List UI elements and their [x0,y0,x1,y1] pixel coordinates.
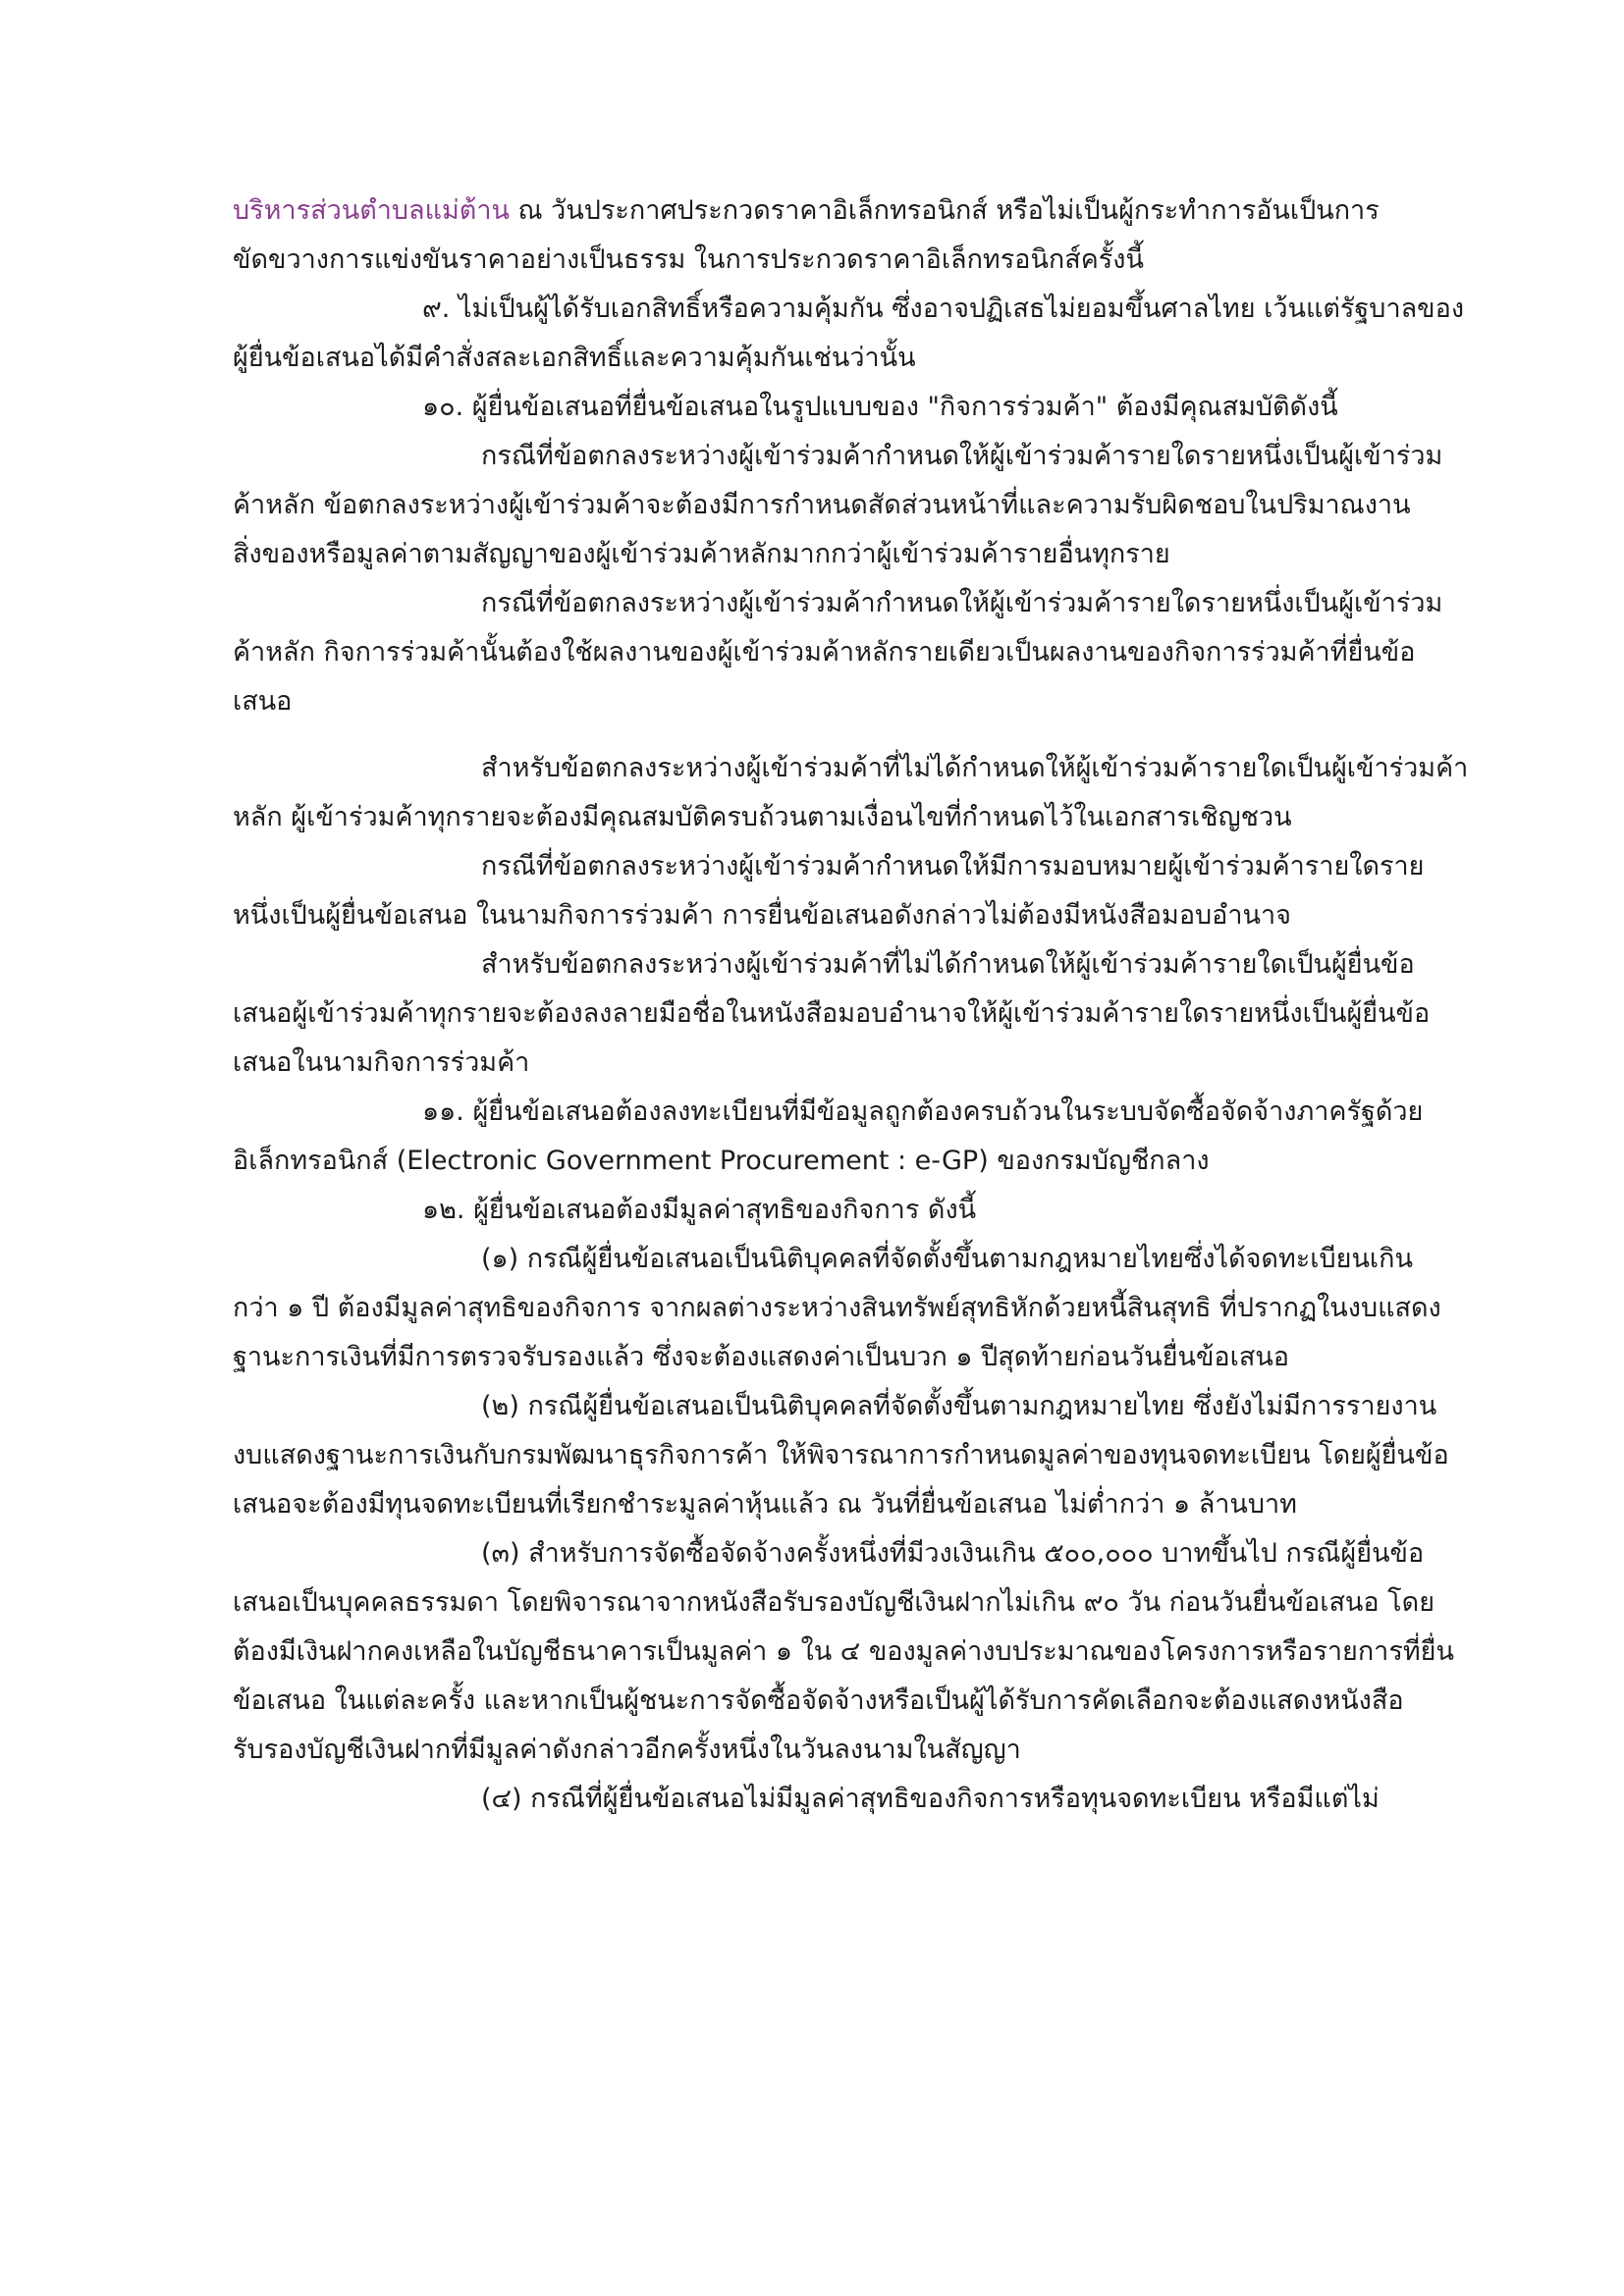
clause-11-heading: ๑๑. ผู้ยื่นข้อเสนอต้องลงทะเบียนที่มีข้อมูลถูกต้องครบถ้วนในระบบจัดซื้อจัดจ้างภาครัฐด้วย [422,1096,1424,1127]
text-line: รับรองบัญชีเงินฝากที่มีมูลค่าดังกล่าวอีกครั้งหนึ่งในวันลงนามในสัญญา [233,1735,1021,1765]
text-line: ต้องมีเงินฝากคงเหลือในบัญชีธนาคารเป็นมูลค่า ๑ ใน ๔ ของมูลค่างบประมาณของโครงการหรือรายการที่ยื่น [233,1636,1454,1667]
text-line: เสนอ [233,686,293,717]
subclause-3: (๓) สำหรับการจัดซื้อจัดจ้างครั้งหนึ่งที่มีวงเงินเกิน ๕๐๐,๐๐๐ บาทขึ้นไป กรณีผู้ยื่นข้อ [481,1538,1425,1569]
text-line: เสนอจะต้องมีทุนจดทะเบียนที่เรียกชำระมูลค่าหุ้นแล้ว ณ วันที่ยื่นข้อเสนอ ไม่ต่ำกว่า ๑ ล้านบาท [233,1489,1297,1520]
text-line: อิเล็กทรอนิกส์ (Electronic Government Procurement : e-GP) ของกรมบัญชีกลาง [233,1146,1210,1176]
text-line: เสนอผู้เข้าร่วมค้าทุกรายจะต้องลงลายมือชื่อในหนังสือมอบอำนาจให้ผู้เข้าร่วมค้ารายใดรายหนึ่งเป็นผู้ยื่นข้อ [233,998,1431,1029]
text-line: หลัก ผู้เข้าร่วมค้าทุกรายจะต้องมีคุณสมบัติครบถ้วนตามเงื่อนไขที่กำหนดไว้ในเอกสารเชิญชวน [233,802,1292,832]
text-line [233,187,1480,236]
text-line: ค้าหลัก กิจการร่วมค้านั้นต้องใช้ผลงานของผู้เข้าร่วมค้าหลักรายเดียวเป็นผลงานของกิจการร่วมค้าที่ยื่นข้อ [233,637,1416,667]
paragraph-start: สำหรับข้อตกลงระหว่างผู้เข้าร่วมค้าที่ไม่ได้กำหนดให้ผู้เข้าร่วมค้ารายใดเป็นผู้เข้าร่วมค้า [481,753,1469,783]
paragraph-start: สำหรับข้อตกลงระหว่างผู้เข้าร่วมค้าที่ไม่ได้กำหนดให้ผู้เข้าร่วมค้ารายใดเป็นผู้ยื่นข้อ [481,949,1415,980]
clause-12-heading: ๑๒. ผู้ยื่นข้อเสนอต้องมีมูลค่าสุทธิของกิจการ ดังนี้ [422,1195,977,1225]
text-line: เสนอในนามกิจการร่วมค้า [233,1047,530,1078]
subclause-4: (๔) กรณีที่ผู้ยื่นข้อเสนอไม่มีมูลค่าสุทธิของกิจการหรือทุนจดทะเบียน หรือมีแต่ไม่ [481,1784,1380,1814]
subclause-1: (๑) กรณีผู้ยื่นข้อเสนอเป็นนิติบุคคลที่จัดตั้งขึ้นตามกฎหมายไทยซึ่งได้จดทะเบียนเกิน [481,1244,1413,1274]
paragraph-start: กรณีที่ข้อตกลงระหว่างผู้เข้าร่วมค้ากำหนดให้ผู้เข้าร่วมค้ารายใดรายหนึ่งเป็นผู้เข้าร่วม [481,588,1443,618]
paragraph-gap [233,726,1480,744]
clause-9-heading: ๙. ไม่เป็นผู้ได้รับเอกสิทธิ์หรือความคุ้มกัน ซึ่งอาจปฏิเสธไม่ยอมขึ้นศาลไทย เว้นแต่รัฐบาลของ [422,294,1465,324]
subclause-2: (๒) กรณีผู้ยื่นข้อเสนอเป็นนิติบุคคลที่จัดตั้งขึ้นตามกฎหมายไทย ซึ่งยังไม่มีการรายงาน [481,1391,1437,1421]
text-line: สิ่งของหรือมูลค่าตามสัญญาของผู้เข้าร่วมค้าหลักมากกว่าผู้เข้าร่วมค้ารายอื่นทุกราย [233,539,1170,569]
text-line: ฐานะการเงินที่มีการตรวจรับรองแล้ว ซึ่งจะต้องแสดงค่าเป็นบวก ๑ ปีสุดท้ายก่อนวันยื่นข้อเสนอ [233,1342,1290,1372]
text-line: กว่า ๑ ปี ต้องมีมูลค่าสุทธิของกิจการ จากผลต่างระหว่างสินทรัพย์สุทธิหักด้วยหนี้สินสุทธิ ที่ปรากฏในงบแสดง [233,1293,1441,1323]
clause-10-heading: ๑๐. ผู้ยื่นข้อเสนอที่ยื่นข้อเสนอในรูปแบบของ "กิจการร่วมค้า" ต้องมีคุณสมบัติดังนี้ [422,392,1338,422]
paragraph-start: กรณีที่ข้อตกลงระหว่างผู้เข้าร่วมค้ากำหนดให้มีการมอบหมายผู้เข้าร่วมค้ารายใดราย [481,851,1425,881]
text-line: เสนอเป็นบุคคลธรรมดา โดยพิจารณาจากหนังสือรับรองบัญชีเงินฝากไม่เกิน ๙๐ วัน ก่อนวันยื่นข้อเสนอ โดย [233,1587,1435,1618]
paragraph-start: กรณีที่ข้อตกลงระหว่างผู้เข้าร่วมค้ากำหนดให้ผู้เข้าร่วมค้ารายใดรายหนึ่งเป็นผู้เข้าร่วม [481,441,1443,471]
highlighted-organization-name: บริหารส่วนตำบลแม่ต้าน [233,195,510,226]
text-line: ข้อเสนอ ในแต่ละครั้ง และหากเป็นผู้ชนะการจัดซื้อจัดจ้างหรือเป็นผู้ได้รับการคัดเลือกจะต้องแสดงหนังสือ [233,1685,1404,1716]
text-line: ขัดขวางการแข่งขันราคาอย่างเป็นธรรม ในการประกวดราคาอิเล็กทรอนิกส์ครั้งนี้ [233,244,1144,275]
text-line: ผู้ยื่นข้อเสนอได้มีคำสั่งสละเอกสิทธิ์และความคุ้มกันเช่นว่านั้น [233,343,916,373]
text-fragment: ณ วันประกาศประกวดราคาอิเล็กทรอนิกส์ หรือไม่เป็นผู้กระทำการอันเป็นการ [509,195,1380,226]
text-line: หนึ่งเป็นผู้ยื่นข้อเสนอ ในนามกิจการร่วมค้า การยื่นข้อเสนอดังกล่าวไม่ต้องมีหนังสือมอบอำนาจ [233,900,1291,931]
text-line: ค้าหลัก ข้อตกลงระหว่างผู้เข้าร่วมค้าจะต้องมีการกำหนดสัดส่วนหน้าที่และความรับผิดชอบในปริมาณงาน [233,490,1411,520]
document-body [233,187,1480,1824]
text-line: งบแสดงฐานะการเงินกับกรมพัฒนาธุรกิจการค้า ให้พิจารณาการกำหนดมูลค่าของทุนจดทะเบียน โดยผู้ยื่นข้อ [233,1440,1449,1470]
